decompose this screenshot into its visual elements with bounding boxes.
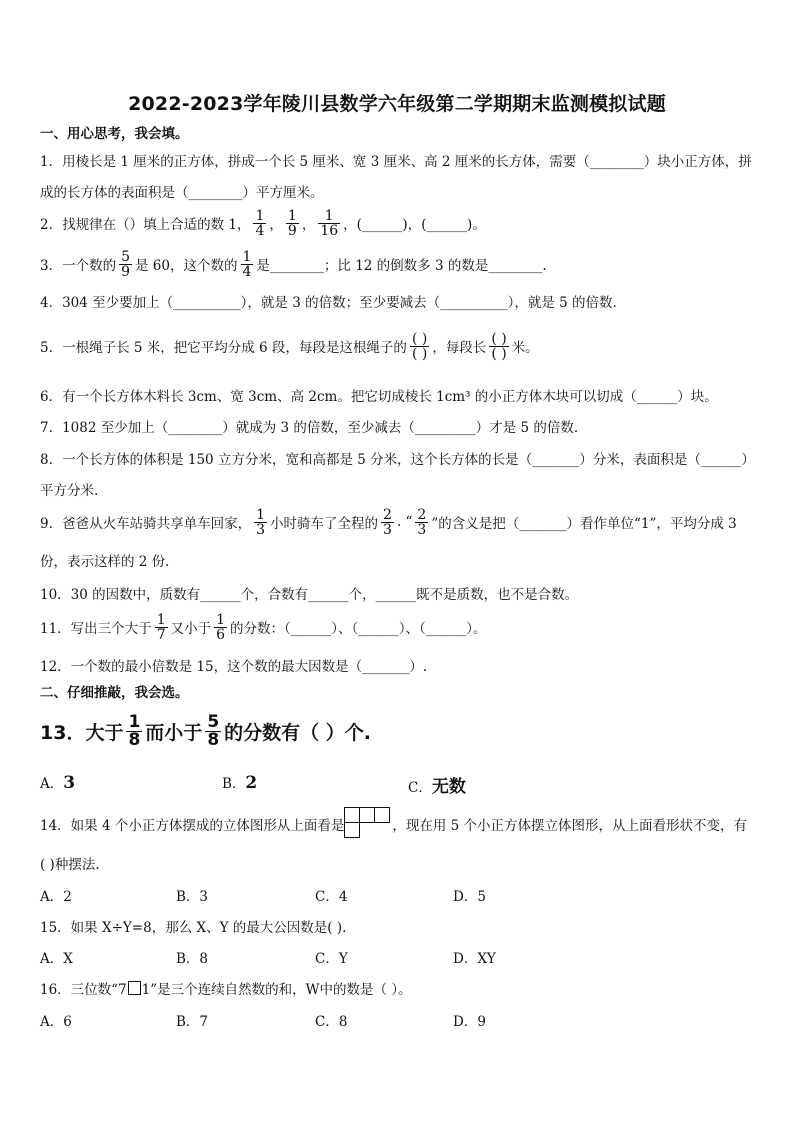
question-16-option-a[interactable]: A．6 (40, 1014, 72, 1030)
question-14-option-b[interactable]: B．3 (176, 889, 209, 905)
question-15: 15．如果 X÷Y=8，那么 X、Y 的最大公因数是( ). (40, 920, 347, 936)
question-10: 10．30 的因数中，质数有______个，合数有______个，______既不是质数，也不是合数。 (40, 587, 579, 603)
question-16 (40, 978, 412, 998)
question-16-text-a: 16．三位数“7 (40, 982, 127, 998)
fraction: $\frac{1}{9}$ (287, 207, 297, 239)
question-13-text-b: 而小于 (145, 721, 203, 744)
question-3-text-b: 是 60，这个数的 (135, 258, 238, 274)
question-5-text-c: 米。 (511, 340, 539, 356)
question-3 (40, 244, 547, 284)
fraction: $\frac{1}{6}$ (216, 611, 226, 643)
question-16-option-d[interactable]: D．9 (453, 1014, 486, 1030)
question-1-line-2: 成的长方体的表面积是（________）平方厘米。 (40, 185, 324, 201)
fraction: $\frac{1}{8}$ (128, 711, 141, 750)
fraction: $\frac{1}{4}$ (255, 207, 265, 239)
question-5 (40, 324, 539, 368)
question-2-blanks: ，(______)，(______)。 (343, 217, 486, 233)
question-9-line-2: 份，表示这样的 2 份. (40, 554, 170, 570)
blank-square-icon (128, 981, 141, 995)
section-heading-choice: 二、仔细推敲，我会选。 (40, 685, 189, 701)
section-heading-fill: 一、用心思考，我会填。 (40, 126, 189, 142)
question-7: 7．1082 至少加上（________）就成为 3 的倍数，至少减去（_________）才是 5 的倍数. (40, 420, 579, 436)
question-15-option-b[interactable]: B．8 (176, 951, 209, 967)
question-13-text-a: 13．大于 (40, 721, 124, 744)
page-title: 2022-2023学年陵川县数学六年级第二学期期末监测模拟试题 (128, 93, 666, 115)
question-15-option-c[interactable]: C．Y (315, 951, 348, 967)
question-2: 2．找规律在（）填上合适的数 1， $\frac{1}{4}$ ， $\frac{1}{9}$ ， $\frac{1}{16}$ ，(______)，(______)。 (40, 207, 486, 239)
fraction: $\frac{1}{4}$ (242, 248, 252, 280)
question-14-option-c[interactable]: C．4 (315, 889, 348, 905)
question-11 (40, 607, 487, 647)
question-6: 6．有一个长方体木料长 3cm、宽 3cm、高 2cm。把它切成棱长 1cm³ 的小正方体木块可以切成（______）块。 (40, 389, 718, 405)
question-14-line-2: ( )种摆法. (40, 857, 100, 873)
question-13-option-b[interactable]: B． 2 (222, 773, 258, 793)
question-15-option-a[interactable]: A．X (40, 951, 73, 967)
fraction: $\frac{1}{3}$ (256, 506, 266, 538)
question-13-option-c[interactable]: C． 无数 (408, 777, 466, 797)
question-11-text-c: 的分数：（______）、（______）、（______）。 (230, 621, 487, 637)
fraction: $\frac{5}{8}$ (207, 711, 220, 750)
question-11-text-b: 又小于 (170, 621, 212, 637)
fraction-blank: $\frac{( )}{( )}$ (411, 330, 428, 362)
question-11-text-a: 11．写出三个大于 (40, 621, 152, 637)
question-14 (40, 805, 747, 843)
question-4: 4．304 至少要加上（__________），就是 3 的倍数；至少要减去（__________），就是 5 的倍数. (40, 295, 617, 311)
question-14-option-a[interactable]: A．2 (40, 889, 72, 905)
question-1-line-1: 1．用棱长是 1 厘米的正方体，拼成一个长 5 厘米、宽 3 厘米、高 2 厘米的长方体，需要（________）块小正方体，拼 (40, 154, 752, 170)
question-14-text-a: 14．如果 4 个小正方体摆成的立体图形从上面看是 (40, 818, 345, 834)
question-9 (40, 502, 737, 542)
question-3-text-c: 是________；比 12 的倒数多 3 的数是________. (256, 258, 547, 274)
question-9-text-a: 9．爸爸从火车站骑共享单车回家， (40, 516, 252, 532)
question-5-text-a: 5．一根绳子长 5 米，把它平均分成 6 段，每段是这根绳子的 (40, 340, 407, 356)
question-5-text-b: ，每段长 (432, 340, 487, 356)
fraction-blank: $\frac{( )}{( )}$ (491, 330, 507, 362)
question-12: 12．一个数的最小倍数是 15，这个数的最大因数是（_______）. (40, 659, 428, 675)
question-9-text-c: . “ (396, 514, 413, 530)
fraction: $\frac{2}{3}$ (383, 506, 392, 538)
question-2-text: 2．找规律在（）填上合适的数 1， (40, 217, 251, 233)
question-13 (40, 708, 371, 754)
question-8-line-2: 平方分米. (40, 483, 99, 499)
question-16-option-b[interactable]: B．7 (176, 1014, 209, 1030)
fraction: $\frac{1}{7}$ (156, 611, 166, 643)
question-8-line-1: 8．一个长方体的体积是 150 立方分米，宽和高都是 5 分米，这个长方体的长是（_______）分米，表面积是（______） (40, 452, 755, 468)
question-16-option-c[interactable]: C．8 (315, 1014, 348, 1030)
question-14-text-b: ，现在用 5 个小正方体摆立体图形，从上面看形状不变，有 (392, 818, 748, 834)
question-9-text-d: ”的含义是把（_______）看作单位“1”，平均分成 3 (431, 516, 737, 532)
question-13-text-c: 的分数有（ ）个. (224, 721, 371, 744)
question-9-text-b: 小时骑车了全程的 (270, 516, 379, 532)
question-13-option-a[interactable]: A． 3 (40, 773, 76, 793)
question-14-option-d[interactable]: D．5 (453, 889, 486, 905)
question-3-text-a: 3．一个数的 (40, 258, 117, 274)
question-15-option-d[interactable]: D．XY (453, 951, 496, 967)
fraction: $\frac{2}{3}$ (417, 506, 427, 538)
fraction: $\frac{5}{9}$ (121, 248, 131, 280)
question-16-text-b: 1”是三个连续自然数的和，W中的数是（ ）。 (141, 982, 412, 998)
fraction: $\frac{1}{16}$ (320, 207, 339, 239)
top-view-figure (344, 807, 392, 841)
